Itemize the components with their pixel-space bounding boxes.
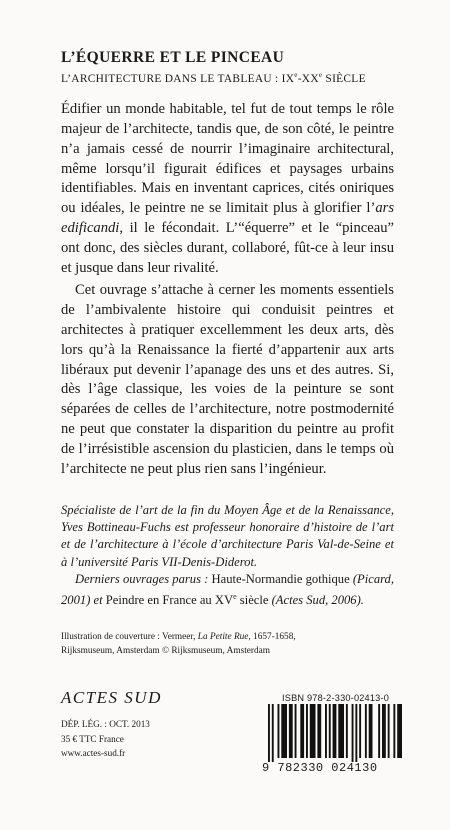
barcode-bar <box>289 704 293 758</box>
publisher-logo: ACTES SUD <box>61 688 162 707</box>
barcode-digits: 9 782330 024130 <box>262 761 378 775</box>
barcode-bar <box>393 704 395 758</box>
barcode-bar <box>272 704 274 762</box>
barcode-bar <box>378 704 380 758</box>
blurb-paragraph-1 <box>61 100 394 279</box>
barcode-bar <box>306 704 308 758</box>
recent-work-2-publisher: (Actes Sud, 2006). <box>271 593 364 608</box>
barcode-bar <box>388 704 390 758</box>
subtitle-suffix: SIÈCLE <box>322 72 366 85</box>
author-bio <box>61 502 394 571</box>
barcode-bar <box>352 704 354 762</box>
recent-works-label: Derniers ouvrages parus : <box>75 571 209 586</box>
recent-work-1-publisher: (Picard, 2001) et <box>61 571 394 608</box>
barcode-bar <box>333 704 337 758</box>
para1-text-start: Édifier un monde habitable, tel fut de tout temps le rôle majeur de l’architecte, tandis que, de son côté, le peintre n’a jamais cessé de nourrir l’imaginaire architectural, même lorsqu’il figurait édifices et paysages urbains identifiables. Mais en inventant caprices, cités oniriques ou idéales, le peintre ne se limitait plus à glorifier l’ <box>61 100 394 217</box>
barcode-bar <box>346 704 348 758</box>
credit-suffix: , 1657-1658, Rijksmuseum, Amsterdam © Rijksmuseum, Amsterdam <box>61 632 296 656</box>
barcode-bar <box>329 704 331 758</box>
barcode-bar <box>365 704 367 758</box>
legal-info <box>61 717 150 761</box>
barcode-bar <box>325 704 327 758</box>
barcode-bar <box>281 704 287 758</box>
barcode-bar <box>355 704 357 762</box>
barcode-image <box>262 704 402 762</box>
barcode-bar <box>268 704 270 762</box>
cover-illustration-credit <box>61 630 306 658</box>
subtitle-sup-2: e <box>318 71 323 79</box>
barcode-bar <box>359 704 361 758</box>
price: 35 € TTC France <box>61 733 124 744</box>
recent-work-1: Haute-Normandie gothique <box>208 571 353 586</box>
author-bio-text: Spécialiste de l’art de la fin du Moyen Âge et de la Renaissance, Yves Bottineau-Fuchs est professeur honoraire d’histoire de l’art et de l’architecture à l’école d’architecture Paris Val-de-Seine et à l’université Paris VII-Denis-Diderot. <box>61 503 394 569</box>
book-subtitle <box>61 67 394 87</box>
barcode-bar <box>338 704 344 758</box>
barcode-bar <box>317 704 321 758</box>
subtitle-mid: -XX <box>297 72 319 85</box>
subtitle-sup-1: e <box>294 71 298 79</box>
para1-latin-term: ars edificandi <box>61 200 394 237</box>
publisher-website: www.actes-sud.fr <box>61 748 126 758</box>
recent-work-2-end: siècle <box>236 593 272 608</box>
recent-works <box>61 571 394 610</box>
barcode-bar <box>369 704 373 758</box>
barcode-bar <box>397 704 402 758</box>
blurb-paragraph-2: Cet ouvrage s’attache à cerner les moments essentiels de l’ambivalente histoire qui conduisit peintres et architectes à pratiquer excellemment les deux arts, dès lors qu’à la Renaissance la fierté d’appartenir aux arts libéraux put devenir l’apanage des uns et des autres. Si, dès l’âge classique, les voies de la peinture se sont séparées de celles de l’architecture, notre postmodernité ne peut que constater la disparition du peintre au profit de l’irrésistible ascension du plasticien, dans le temps où l’architecte ne peut plus rien sans l’ingénieur. <box>61 281 394 478</box>
recent-work-2: Peindre en France au XV <box>102 593 234 608</box>
barcode-bar <box>300 704 304 758</box>
recent-work-2-sup: e <box>233 592 237 602</box>
legal-deposit: DÉP. LÉG. : OCT. 2013 <box>61 719 150 729</box>
credit-artwork-title: La Petite Rue <box>197 632 249 642</box>
para1-text-end: , il le fécondait. L’“équerre” et le “pinceau” ont donc, des siècles durant, collaboré, fût-ce à leur insu et jusque dans leur rivalité. <box>61 220 394 277</box>
back-cover-text <box>61 48 394 609</box>
barcode-bar <box>382 704 386 758</box>
barcode-bar <box>295 704 297 758</box>
isbn-label: ISBN 978-2-330-02413-0 <box>282 693 390 703</box>
subtitle-prefix: L’ARCHITECTURE DANS LE TABLEAU : IX <box>61 72 295 85</box>
credit-prefix: Illustration de couverture : Vermeer, <box>61 632 198 642</box>
book-title: L’ÉQUERRE ET LE PINCEAU <box>61 49 285 66</box>
barcode-bar <box>278 704 280 758</box>
author-bio-block <box>61 502 394 609</box>
barcode-bar <box>310 704 316 758</box>
